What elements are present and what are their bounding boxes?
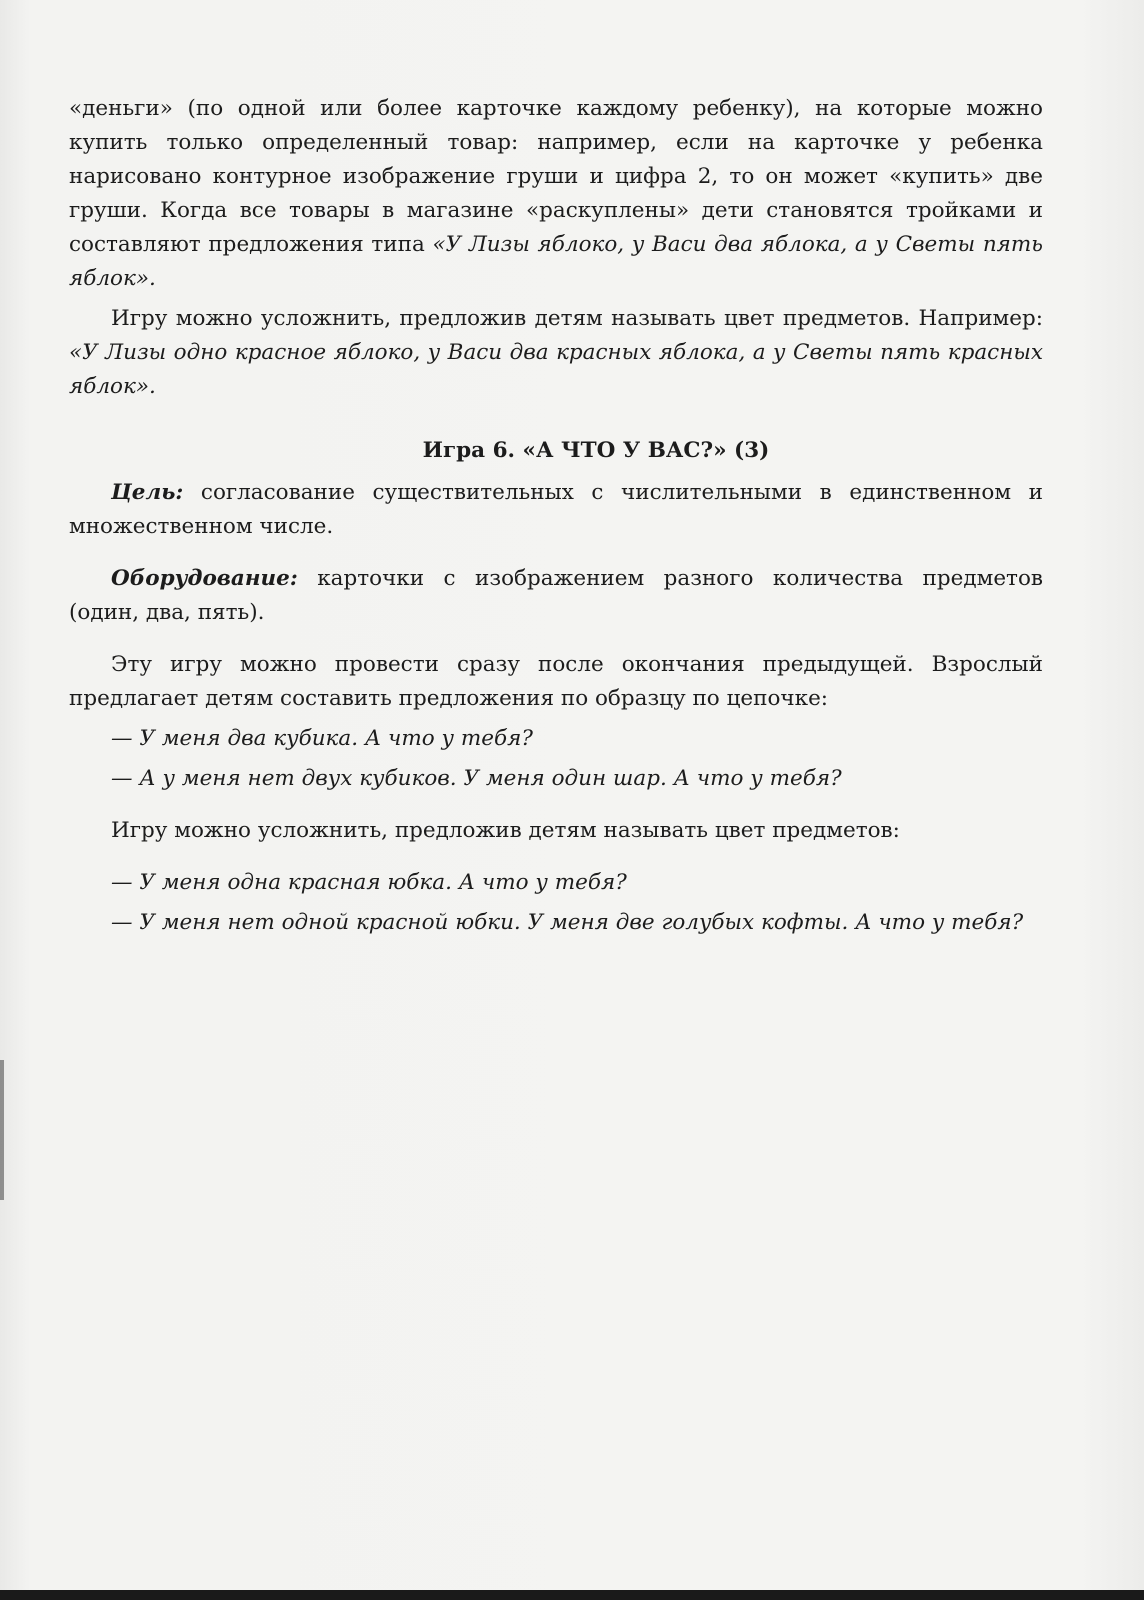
game-equipment (69, 562, 1043, 630)
page-content (69, 92, 1043, 940)
paragraph-text: Игру можно усложнить, предложив детям называть цвет предметов. Например: (111, 306, 1043, 331)
dialog-line-2: — А у меня нет двух кубиков. У меня один шар. А что у тебя? (111, 766, 842, 791)
dialog-line-3: — У меня одна красная юбка. А что у тебя? (111, 870, 627, 895)
goal-label: Цель: (111, 480, 184, 505)
goal-text: согласование существительных с числительными в единственном и множественном числе. (69, 480, 1043, 539)
scan-edge-mark (0, 1060, 4, 1200)
game-title: Игра 6. «А ЧТО У ВАС?» (3) (422, 438, 770, 463)
paragraph-money-cards (69, 92, 1043, 296)
paragraph-complicate-color (69, 302, 1043, 404)
paragraph-example: «У Лизы яблоко, у Васи два яблока, а у Светы пять яблок». (69, 232, 1044, 291)
paragraph-text: «деньги» (по одной или более карточке каждому ребенку), на которые можно купить только определенный товар: например, если на карточке у ребенка нарисовано контурное изображение груши и цифра 2, то он может «купить» две груши. Когда все товары в магазине «раскуплены» дети становятся тройками и составляют предложения типа (69, 96, 1043, 257)
dialog-line-4: — У меня нет одной красной юбки. У меня две голубых кофты. А что у тебя? (111, 910, 1024, 935)
scan-bottom-edge (0, 1590, 1144, 1600)
game-intro: Эту игру можно провести сразу после окончания предыдущей. Взрослый предлагает детям составить предложения по образцу по цепочке: (69, 652, 1043, 711)
game-goal (69, 476, 1043, 544)
dialog-line-1: — У меня два кубика. А что у тебя? (111, 726, 533, 751)
equipment-text: карточки с изображением разного количества предметов (один, два, пять). (69, 566, 1043, 625)
game-complicate: Игру можно усложнить, предложив детям называть цвет предметов: (111, 818, 900, 843)
paragraph-example: «У Лизы одно красное яблоко, у Васи два красных яблока, а у Светы пять красных яблок». (69, 340, 1043, 399)
equipment-label: Оборудование: (111, 566, 298, 591)
